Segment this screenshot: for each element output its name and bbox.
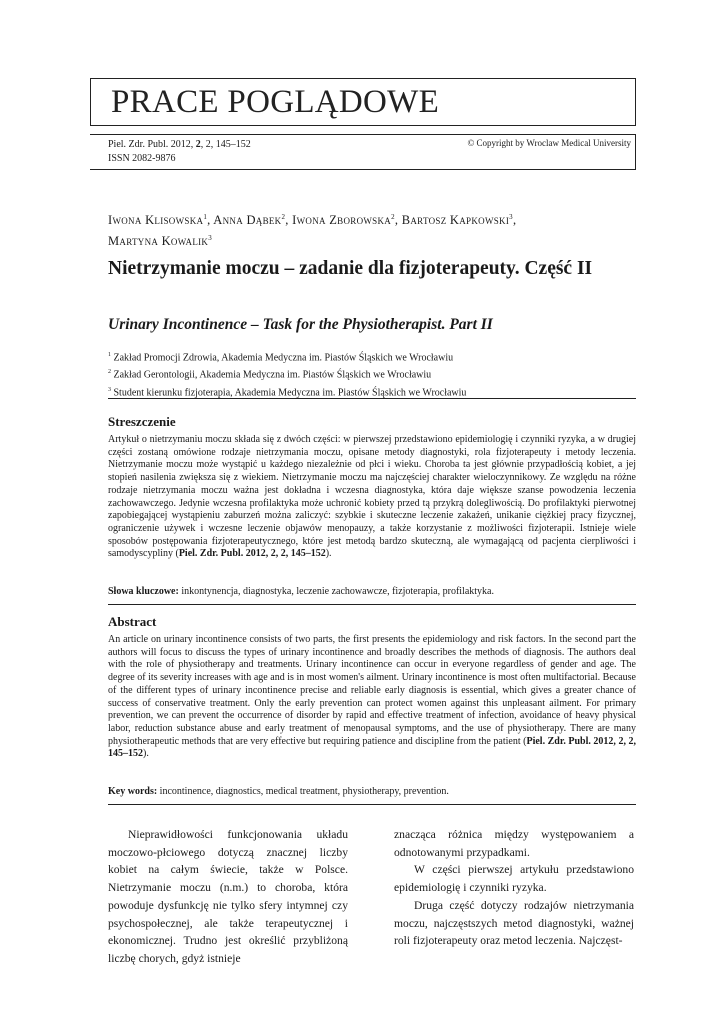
section-header-box: [90, 78, 636, 126]
journal-meta-box: [90, 134, 636, 170]
journal-citation-block: [108, 138, 251, 166]
abstract-keywords: Key words: incontinence, diagnostics, medical treatment, physiotherapy, prevention.: [108, 786, 449, 797]
divider: [108, 804, 636, 805]
affiliation: $^1$ Zakład Promocji Zdrowia, Akademia Medyczna im. Piastów Śląskich we Wrocławiu: [108, 352, 454, 364]
affiliation: $^2$ Zakład Gerontologii, Akademia Medyczna im. Piastów Śląskich we Wrocławiu: [108, 369, 432, 381]
author: Martyna Kowalik$^3$: [108, 234, 213, 249]
journal-citation: Piel. Zdr. Publ. 2012, 2, 2, 145–152: [108, 139, 251, 150]
author: Anna Dąbek$^2$,: [213, 213, 293, 228]
body-right-column: [394, 826, 634, 950]
article-title-en: Urinary Incontinence – Task for the Physiotherapist. Part II: [108, 316, 493, 333]
section-title: PRACE POGLĄDOWE: [111, 84, 440, 120]
paragraph: W części pierwszej artykułu przedstawiono epidemiologię i czynniki ryzyka.: [394, 863, 634, 895]
affiliation-list: [108, 348, 628, 400]
body-left-column: [108, 826, 348, 968]
author: Bartosz Kapkowski$^3$,: [401, 213, 517, 228]
paragraph: Nieprawidłowości funkcjonowania układu moczowo-płciowego dotyczą znacznej liczby kobiet na całym świecie, także w Polsce. Nietrzymanie moczu (n.m.) to choroba, która powoduje dysfunkcję nie tylko sfery intymnej czy psychospołecznej, ale także terapeutycznej i ekonomicznej. Trudno jest określić przybliżoną liczbę chorych, gdyż istnieje: [108, 828, 348, 965]
article-title-pl: Nietrzymanie moczu – zadanie dla fizjoterapeuty. Część II: [108, 258, 593, 279]
affiliation: $^3$ Student kierunku fizjoterapia, Akademia Medyczna im. Piastów Śląskich we Wrocławiu: [108, 386, 467, 398]
copyright-notice: © Copyright by Wroclaw Medical University: [467, 138, 631, 148]
author-list: [108, 208, 628, 250]
paragraph: znacząca różnica między występowaniem a odnotowanymi przypadkami.: [394, 828, 634, 859]
divider: [108, 604, 636, 605]
divider: [108, 398, 636, 399]
author: Iwona Zborowska$^2$,: [292, 213, 402, 228]
streszczenie-keywords: Słowa kluczowe: inkontynencja, diagnostyka, leczenie zachowawcze, fizjoterapia, profilaktyka.: [108, 586, 494, 597]
abstract-body: An article on urinary incontinence consists of two parts, the first presents the epidemiology and risk factors. In the second part the authors will focus to discuss the types of urinary incontinence and broadly describes the methods of diagnosis. The authors deal with the role of physiotherapy and treatments. Urinary incontinence can occur in everyone regardless of gender and age. The degree of its severity increases with age and is in most women's ailment. Urinary incontinence is most often multifactorial. Because of the different types of urinary incontinence precise and reliable early diagnosis is essential, which gives a greater chance of success of conservative treatment. Only the early prevention can protect women against this unpleasant ailment. For primary prevention, we can prevent the occurrence of disorder by rapid and effective treatment of infection, avoidance of heavy physical labor, reduction substance abuse and early treatment of menopausal symptoms, and the use of physiotherapy. There are many physiotherapeutic methods that are very effective but requiring patience and discipline from the patient (Piel. Zdr. Publ. 2012, 2, 2, 145–152).: [108, 634, 636, 760]
journal-issn: ISSN 2082-9876: [108, 153, 176, 164]
abstract-heading: Abstract: [108, 614, 157, 629]
paragraph: Druga część dotyczy rodzajów nietrzymania moczu, najczęstszych metod diagnostyki, ważnej roli fizjoterapeuty oraz metod leczenia. Najczęst-: [394, 898, 634, 948]
streszczenie-heading: Streszczenie: [108, 414, 176, 429]
streszczenie-body: Artykuł o nietrzymaniu moczu składa się z dwóch części: w pierwszej przedstawiono epidemiologię i czynniki ryzyka, a w drugiej części zostaną omówione rodzaje nietrzymania moczu, opisane metody diagnostyki, rola fizjoterapeuty i metody leczenia. Nietrzymanie moczu może wystąpić u każdego niezależnie od płci i wieku. Choroba ta jest głównie przypadłością kobiet, a jej stopień nasilenia zwiększa się z wiekiem. Nietrzymanie moczu ma najczęściej charakter wieloczynnikowy. Ze względu na różne rodzaje nietrzymania moczu ważna jest dokładna i wczesna diagnostyka, która daje większe szanse powodzenia leczenia zachowawczego. Jedynie wczesna profilaktyka może uchronić kobiety przed tą przykrą dolegliwością. Do profilaktyki pierwotnej zapobiegającej wystąpieniu zaburzeń można zaliczyć: szybkie i skuteczne leczenie zakażeń, unikanie ciężkiej pracy fizycznej, ograniczenie używek i wczesne leczenie objawów menopauzy, a także korzystanie z możliwości fizjoterapii. Istnieje wiele sposobów postępowania fizjoterapeutycznego, które jest metodą bardzo skuteczną, ale wymagającą od pacjenta cierpliwości i samodyscypliny (Piel. Zdr. Publ. 2012, 2, 2, 145–152).: [108, 434, 636, 560]
author: Iwona Klisowska$^1$,: [108, 213, 214, 228]
